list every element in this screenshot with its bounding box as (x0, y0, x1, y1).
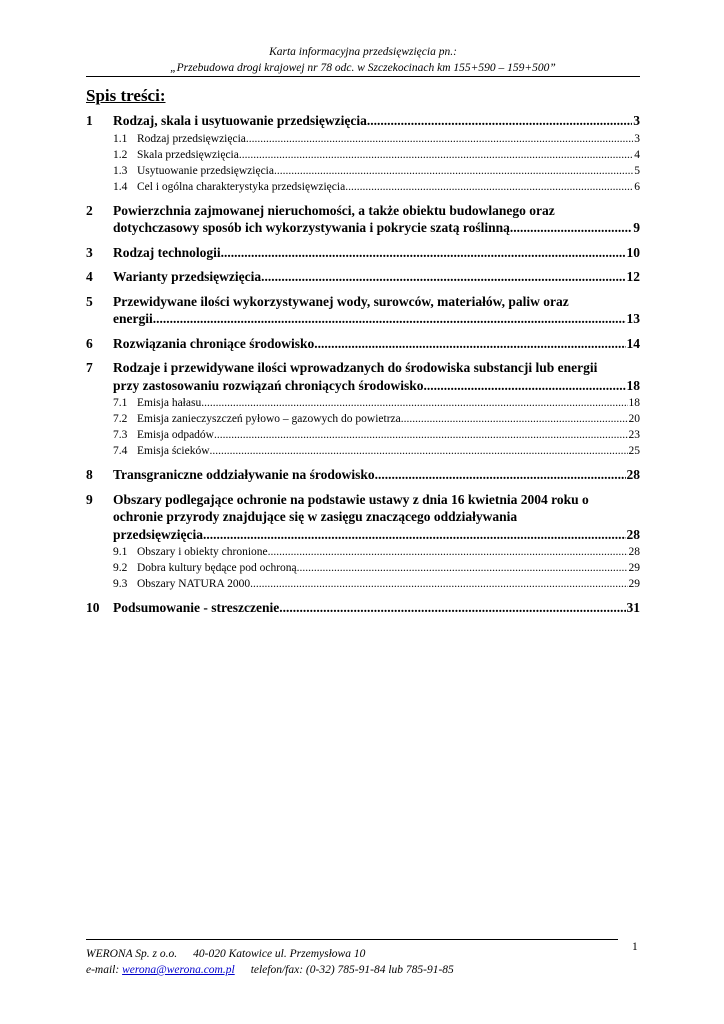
toc-entry-page: 18 (626, 377, 640, 393)
footer-company: WERONA Sp. z o.o. (86, 948, 178, 960)
toc-subentry[interactable] (113, 443, 640, 459)
toc-entry-number: 3 (86, 244, 93, 260)
toc-subentry-page: 20 (628, 413, 640, 425)
toc-subentry[interactable] (113, 427, 640, 443)
dot-leader (261, 268, 625, 286)
dot-leader (510, 219, 632, 237)
toc-subentry-number: 7.3 (113, 429, 128, 441)
toc-subentry-title: Emisja hałasu (137, 397, 202, 409)
toc-entry-title: Przewidywane ilości wykorzystywanej wody, surowców, materiałów, paliw oraz (113, 293, 569, 309)
page-footer (86, 946, 454, 978)
toc-entry[interactable] (86, 466, 640, 484)
toc-entry-number: 4 (86, 269, 93, 284)
toc-entry[interactable] (86, 268, 640, 286)
dot-leader (203, 526, 626, 544)
toc-entry-number: 2 (86, 202, 93, 218)
dot-leader (297, 560, 628, 576)
toc-entry-page: 13 (626, 311, 640, 326)
toc-entry-title: Transgraniczne oddziaływanie na środowisko (113, 467, 375, 482)
toc-entry[interactable] (86, 293, 640, 328)
page-header (86, 44, 640, 76)
toc-entry[interactable] (86, 599, 640, 617)
toc-entry-page: 10 (626, 244, 640, 260)
dot-leader (401, 411, 628, 427)
toc-subentry-number: 1.4 (113, 180, 128, 193)
toc-entry-title: energii (113, 311, 153, 326)
dot-leader (239, 147, 633, 163)
footer-email-link[interactable]: werona@werona.com.pl (122, 964, 235, 976)
toc-subentry-page: 28 (628, 546, 640, 558)
header-line-2: „Przebudowa drogi krajowej nr 78 odc. w Szczekocinach km 155+590 – 159+500” (170, 62, 556, 74)
toc-subentry[interactable] (113, 179, 640, 195)
dot-leader (201, 395, 627, 411)
toc-subentry-title: Dobra kultury będące pod ochroną (137, 562, 297, 574)
dot-leader (314, 335, 625, 353)
toc-entry-title: Rozwiązania chroniące środowisko (113, 335, 315, 351)
toc-subentry-title: Emisja zanieczyszczeń pyłowo – gazowych do powietrza (137, 413, 401, 425)
toc-entry[interactable] (86, 491, 640, 593)
dot-leader (153, 310, 626, 328)
toc-subentry-title: Cel i ogólna charakterystyka przedsięwzięcia (137, 180, 346, 193)
toc-entry[interactable] (86, 335, 640, 353)
dot-leader (246, 131, 633, 147)
dot-leader (221, 244, 626, 262)
toc-subentry-page: 25 (628, 445, 640, 457)
toc-subentry[interactable] (113, 544, 640, 560)
toc-entry-title: Powierzchnia zajmowanej nieruchomości, a także obiektu budowlanego oraz (113, 202, 555, 218)
toc-subentry-number: 9.2 (113, 562, 128, 574)
toc-subentry[interactable] (113, 131, 640, 147)
toc-entry-number: 8 (86, 467, 93, 482)
toc-subentry-title: Skala przedsięwzięcia (137, 148, 239, 161)
toc-entry-page: 14 (626, 335, 640, 351)
toc-subentry-number: 1.1 (113, 132, 128, 145)
toc-subentry[interactable] (113, 560, 640, 576)
table-of-contents (86, 112, 640, 624)
footer-address: 40-020 Katowice ul. Przemysłowa 10 (193, 948, 366, 960)
toc-subentry-title: Emisja ścieków (137, 445, 210, 457)
dot-leader (424, 377, 626, 395)
toc-subentry-page: 4 (634, 148, 640, 161)
toc-entry-number: 5 (86, 293, 93, 309)
toc-entry-title: ochronie przyrody znajdujące się w zasięgu znaczącego oddziaływania (113, 509, 518, 524)
toc-entry-title: Rodzaj technologii (113, 244, 221, 260)
toc-subentry-number: 7.1 (113, 397, 128, 409)
dot-leader (268, 544, 628, 560)
toc-subentry-page: 18 (628, 397, 640, 409)
toc-subentry-title: Obszary i obiekty chronione (137, 546, 268, 558)
toc-subentry[interactable] (113, 147, 640, 163)
toc-entry-page: 12 (626, 269, 640, 284)
toc-entry-page: 31 (626, 600, 640, 615)
toc-subentry[interactable] (113, 395, 640, 411)
toc-subentry[interactable] (113, 576, 640, 592)
toc-entry-title: Rodzaj, skala i usytuowanie przedsięwzięcia (113, 113, 367, 128)
toc-entry-title: Warianty przedsięwzięcia (113, 269, 262, 284)
dot-leader (250, 576, 627, 592)
toc-subentry-page: 3 (634, 132, 640, 145)
header-line-1: Karta informacyjna przedsięwzięcia pn.: (269, 46, 457, 58)
dot-leader (367, 112, 632, 130)
toc-entry-title: dotychczasowy sposób ich wykorzystywania i pokrycie szatą roślinną (113, 220, 510, 235)
toc-subentry[interactable] (113, 411, 640, 427)
page-number: 1 (632, 941, 638, 953)
toc-subentry-title: Obszary NATURA 2000 (137, 578, 251, 590)
toc-subentry-number: 7.2 (113, 413, 128, 425)
toc-subentry-number: 7.4 (113, 445, 128, 457)
footer-phone: telefon/fax: (0-32) 785-91-84 lub 785-91-85 (250, 964, 454, 976)
toc-entry-title: Podsumowanie - streszczenie (113, 600, 280, 615)
toc-subentry-page: 5 (634, 164, 640, 177)
toc-title: Spis treści: (86, 86, 166, 105)
toc-entry-number: 10 (86, 600, 100, 615)
toc-entry[interactable] (86, 112, 640, 195)
toc-entry[interactable] (86, 244, 640, 262)
toc-entry-page: 28 (626, 467, 640, 482)
toc-subentry-title: Rodzaj przedsięwzięcia (137, 132, 246, 145)
toc-subentry-title: Usytuowanie przedsięwzięcia (137, 164, 274, 177)
footer-divider (86, 939, 618, 940)
toc-entry-title: przy zastosowaniu rozwiązań chroniących środowisko (113, 377, 424, 393)
toc-subentry-page: 23 (628, 429, 640, 441)
toc-entry-page: 9 (633, 220, 640, 235)
toc-subentry-title: Emisja odpadów (137, 429, 214, 441)
dot-leader (375, 466, 626, 484)
toc-subentry-number: 1.3 (113, 164, 128, 177)
toc-subentry-number: 1.2 (113, 148, 128, 161)
toc-subentry-page: 29 (628, 562, 640, 574)
toc-entry-title: przedsięwzięcia (113, 526, 203, 542)
toc-entry-title: Rodzaje i przewidywane ilości wprowadzanych do środowiska substancji lub energii (113, 360, 598, 375)
dot-leader (210, 443, 628, 459)
header-divider (86, 76, 640, 77)
toc-entry-number: 6 (86, 335, 93, 351)
footer-email-label: e-mail: (86, 964, 120, 976)
toc-entry-page: 3 (633, 113, 640, 128)
dot-leader (345, 179, 633, 195)
toc-entry-number: 1 (86, 113, 93, 128)
dot-leader (274, 163, 633, 179)
toc-subentry-page: 29 (628, 578, 640, 590)
toc-entry-page: 28 (626, 526, 640, 542)
toc-subentry-page: 6 (634, 180, 640, 193)
toc-subentry-number: 9.1 (113, 546, 128, 558)
dot-leader (214, 427, 628, 443)
toc-entry[interactable] (86, 202, 640, 237)
toc-entry-title: Obszary podlegające ochronie na podstawie ustawy z dnia 16 kwietnia 2004 roku o (113, 491, 589, 507)
toc-entry-number: 9 (86, 491, 93, 507)
dot-leader (279, 599, 625, 617)
toc-subentry-number: 9.3 (113, 578, 128, 590)
toc-entry[interactable] (86, 359, 640, 459)
toc-subentry[interactable] (113, 163, 640, 179)
toc-entry-number: 7 (86, 360, 93, 375)
